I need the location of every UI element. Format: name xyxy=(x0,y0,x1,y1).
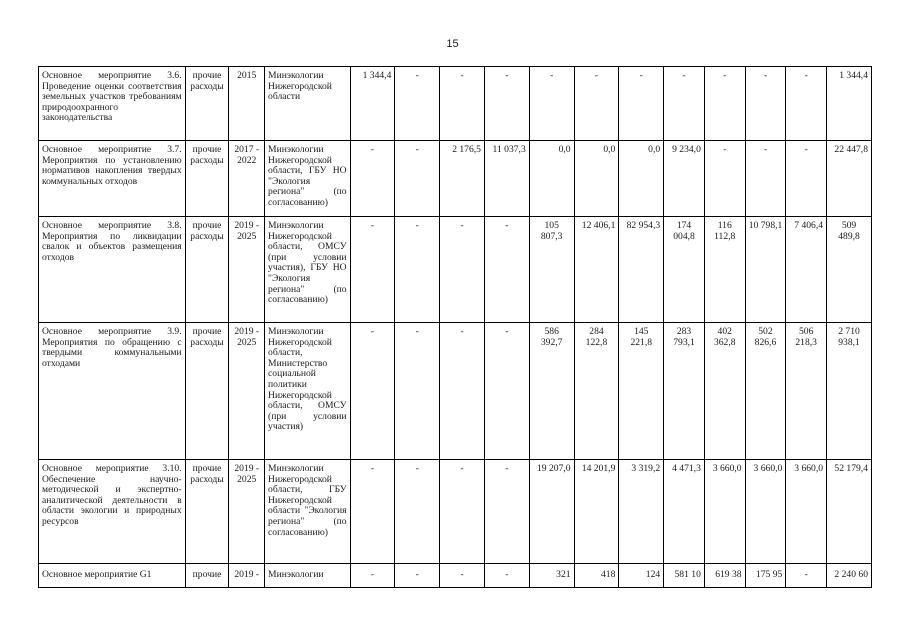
amount-cell: 321 xyxy=(529,564,574,588)
table-row xyxy=(39,564,872,588)
page-number: 15 xyxy=(446,38,459,50)
amount-cell: 19 207,0 xyxy=(529,460,574,564)
amount-cell: - xyxy=(704,141,745,217)
amount-cell: - xyxy=(350,460,395,564)
amount-cell: 52 179,4 xyxy=(827,460,872,564)
amount-cell: 0,0 xyxy=(619,141,664,217)
amount-cell: 284 122,8 xyxy=(574,323,619,460)
period-cell: 2015 xyxy=(229,67,265,141)
amount-cell: - xyxy=(484,217,529,323)
amount-cell: 586 392,7 xyxy=(529,323,574,460)
amount-cell: 7 406,4 xyxy=(786,217,827,323)
executor-cell: Минэкологии Нижегородской области xyxy=(265,67,351,141)
table-body xyxy=(39,67,872,588)
amount-cell: 509 489,8 xyxy=(827,217,872,323)
amount-cell: 105 807,3 xyxy=(529,217,574,323)
amount-cell: - xyxy=(440,564,485,588)
expense-type-cell: прочие расходы xyxy=(185,460,229,564)
amount-cell: 10 798,1 xyxy=(745,217,786,323)
amount-cell: 124 xyxy=(619,564,664,588)
amount-cell: 581 10 xyxy=(664,564,705,588)
amount-cell: - xyxy=(574,67,619,141)
amount-cell: 619 38 xyxy=(704,564,745,588)
executor-cell: Минэкологии Нижегородской области, ГБУ НО "Экология региона" (по согласованию) xyxy=(265,141,351,217)
amount-cell: - xyxy=(745,141,786,217)
amount-cell: 14 201,9 xyxy=(574,460,619,564)
table-row xyxy=(39,217,872,323)
amount-cell: 3 660,0 xyxy=(745,460,786,564)
amount-cell: 418 xyxy=(574,564,619,588)
amount-cell: - xyxy=(395,141,440,217)
amount-cell: 1 344,4 xyxy=(827,67,872,141)
amount-cell: - xyxy=(395,217,440,323)
amount-cell: 4 471,3 xyxy=(664,460,705,564)
amount-cell: - xyxy=(529,67,574,141)
amount-cell: - xyxy=(395,564,440,588)
amount-cell: 22 447,8 xyxy=(827,141,872,217)
amount-cell: - xyxy=(395,67,440,141)
amount-cell: 402 362,8 xyxy=(704,323,745,460)
amount-cell: - xyxy=(395,460,440,564)
amount-cell: 2 240 60 xyxy=(827,564,872,588)
amount-cell: 1 344,4 xyxy=(350,67,395,141)
expense-type-cell: прочие расходы xyxy=(185,141,229,217)
period-cell: 2019 - 2025 xyxy=(229,217,265,323)
measure-name-cell: Основное мероприятие 3.6. Проведение оценки соответствия земельных участков требованиям природоохранного законодательства xyxy=(39,67,186,141)
amount-cell: 506 218,3 xyxy=(786,323,827,460)
measure-name-cell: Основное мероприятие 3.8. Мероприятия по ликвидации свалок и объектов размещения отходов xyxy=(39,217,186,323)
executor-cell: Минэкологии Нижегородской области, ОМСУ (при условии участия), ГБУ НО "Экология региона" (по согласованию) xyxy=(265,217,351,323)
expense-type-cell: прочие расходы xyxy=(185,323,229,460)
measure-name-cell: Основное мероприятие 3.7. Мероприятия по установлению нормативов накопления твердых коммунальных отходов xyxy=(39,141,186,217)
amount-cell: 3 660,0 xyxy=(786,460,827,564)
executor-cell: Минэкологии Нижегородской области, Министерство социальной политики Нижегородской области, ОМСУ (при условии участия) xyxy=(265,323,351,460)
amount-cell: 0,0 xyxy=(529,141,574,217)
amount-cell: - xyxy=(484,67,529,141)
amount-cell: 11 037,3 xyxy=(484,141,529,217)
amount-cell: - xyxy=(786,67,827,141)
amount-cell: 3 660,0 xyxy=(704,460,745,564)
amount-cell: 9 234,0 xyxy=(664,141,705,217)
amount-cell: - xyxy=(786,141,827,217)
amount-cell: 116 112,8 xyxy=(704,217,745,323)
amount-cell: - xyxy=(350,323,395,460)
amount-cell: - xyxy=(440,323,485,460)
amount-cell: 174 004,8 xyxy=(664,217,705,323)
period-cell: 2019 - 2025 xyxy=(229,323,265,460)
amount-cell: - xyxy=(619,67,664,141)
amount-cell: - xyxy=(484,564,529,588)
table-row xyxy=(39,141,872,217)
budget-table xyxy=(38,66,872,588)
amount-cell: - xyxy=(440,217,485,323)
measure-name-cell: Основное мероприятие 3.9. Мероприятия по обращению с твердыми коммунальными отходами xyxy=(39,323,186,460)
amount-cell: - xyxy=(664,67,705,141)
amount-cell: 145 221,8 xyxy=(619,323,664,460)
expense-type-cell: прочие xyxy=(185,564,229,588)
amount-cell: - xyxy=(395,323,440,460)
measure-name-cell: Основное мероприятие G1 xyxy=(39,564,186,588)
amount-cell: - xyxy=(350,217,395,323)
amount-cell: 3 319,2 xyxy=(619,460,664,564)
period-cell: 2019 - xyxy=(229,564,265,588)
amount-cell: 283 793,1 xyxy=(664,323,705,460)
expense-type-cell: прочие расходы xyxy=(185,217,229,323)
amount-cell: - xyxy=(704,67,745,141)
expense-type-cell: прочие расходы xyxy=(185,67,229,141)
measure-name-cell: Основное мероприятие 3.10. Обеспечение научно-методической и экспертно-аналитической деятельности в области экологии и природных ресурсов xyxy=(39,460,186,564)
amount-cell: - xyxy=(350,564,395,588)
table-row xyxy=(39,460,872,564)
amount-cell: 175 95 xyxy=(745,564,786,588)
amount-cell: 2 710 938,1 xyxy=(827,323,872,460)
amount-cell: - xyxy=(786,564,827,588)
period-cell: 2017 - 2022 xyxy=(229,141,265,217)
amount-cell: - xyxy=(745,67,786,141)
executor-cell: Минэкологии xyxy=(265,564,351,588)
amount-cell: - xyxy=(350,141,395,217)
amount-cell: - xyxy=(440,67,485,141)
table-row xyxy=(39,323,872,460)
amount-cell: - xyxy=(484,323,529,460)
amount-cell: 0,0 xyxy=(574,141,619,217)
executor-cell: Минэкологии Нижегородской области, ГБУ Нижегородской области "Экология региона" (по согласованию) xyxy=(265,460,351,564)
amount-cell: 12 406,1 xyxy=(574,217,619,323)
amount-cell: 502 826,6 xyxy=(745,323,786,460)
amount-cell: 2 176,5 xyxy=(440,141,485,217)
period-cell: 2019 - 2025 xyxy=(229,460,265,564)
amount-cell: - xyxy=(484,460,529,564)
amount-cell: - xyxy=(440,460,485,564)
table-row xyxy=(39,67,872,141)
amount-cell: 82 954,3 xyxy=(619,217,664,323)
